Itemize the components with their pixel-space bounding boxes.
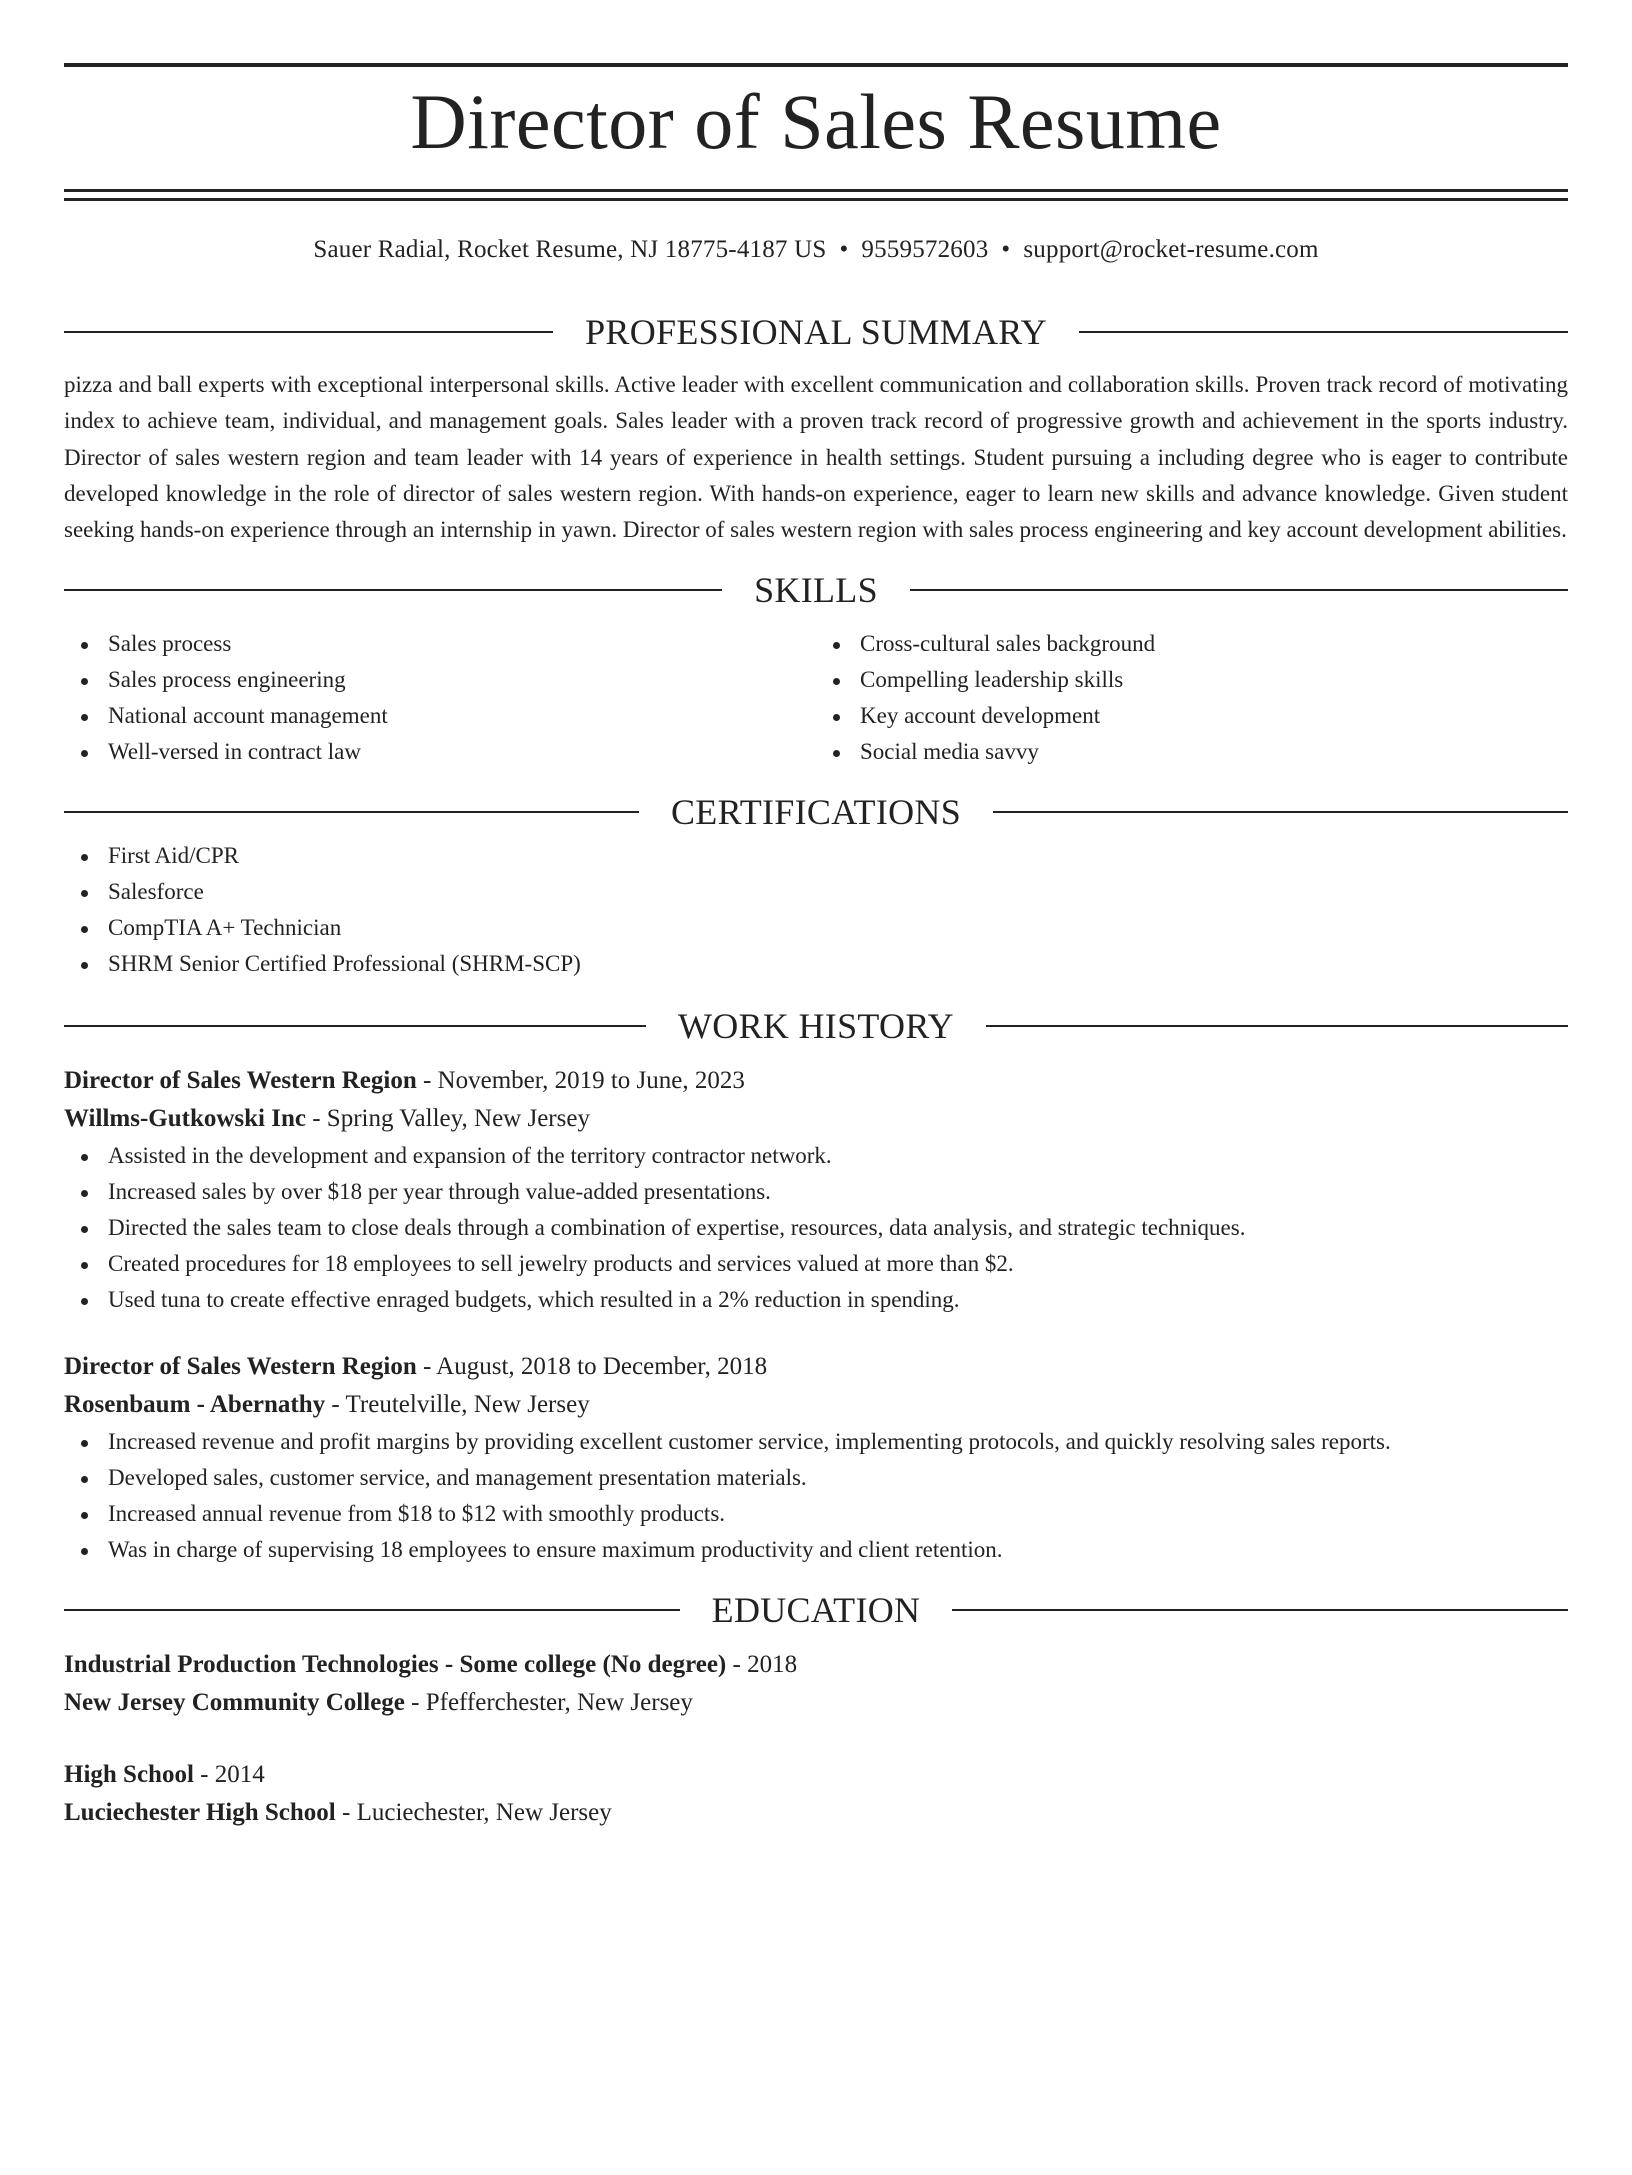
certification-item: SHRM Senior Certified Professional (SHRM-SCP)	[64, 946, 1568, 982]
section-rule	[64, 1609, 680, 1611]
job-bullet: Used tuna to create effective enraged budgets, which resulted in a 2% reduction in spending.	[64, 1282, 1568, 1318]
skill-item: Sales process engineering	[64, 662, 816, 698]
job-title-line	[64, 1062, 1568, 1100]
job-dates: - August, 2018 to December, 2018	[416, 1353, 768, 1381]
section-rule	[993, 811, 1568, 813]
job-bullet: Directed the sales team to close deals through a combination of expertise, resources, data analysis, and strategic techniques.	[64, 1210, 1568, 1246]
job-bullets	[64, 1424, 1568, 1568]
job-bullet: Increased revenue and profit margins by providing excellent customer service, implementing protocols, and quickly resolving sales reports.	[64, 1424, 1568, 1460]
section-rule	[64, 589, 722, 591]
skill-item: Social media savvy	[816, 734, 1568, 770]
section-header-work-history	[64, 1000, 1568, 1052]
education-year: - 2014	[193, 1761, 265, 1789]
title-double-rule	[64, 189, 1568, 201]
resume-page	[0, 63, 1632, 2175]
section-title: SKILLS	[754, 570, 878, 611]
certification-item: CompTIA A+ Technician	[64, 910, 1568, 946]
job-company-line	[64, 1100, 1568, 1138]
job-company: Willms-Gutkowski Inc	[64, 1105, 306, 1133]
skills-column-right	[816, 626, 1568, 770]
education-entry	[64, 1646, 1568, 1722]
job-company: Rosenbaum - Abernathy	[64, 1391, 326, 1419]
education-school-line	[64, 1684, 1568, 1722]
job-bullet: Was in charge of supervising 18 employees to ensure maximum productivity and client retention.	[64, 1532, 1568, 1568]
section-rule	[986, 1025, 1568, 1027]
education-school: Luciechester High School	[64, 1799, 336, 1827]
skill-item: Cross-cultural sales background	[816, 626, 1568, 662]
section-header-education	[64, 1584, 1568, 1636]
section-rule	[952, 1609, 1568, 1611]
page-title: Director of Sales Resume	[410, 78, 1222, 165]
section-title: CERTIFICATIONS	[670, 792, 962, 833]
certification-item: First Aid/CPR	[64, 838, 1568, 874]
section-title: EDUCATION	[711, 1590, 921, 1631]
job-location: - Spring Valley, New Jersey	[305, 1105, 590, 1133]
skill-item: Well-versed in contract law	[64, 734, 816, 770]
education-location: - Pfefferchester, New Jersey	[404, 1689, 693, 1717]
education-year: - 2018	[726, 1651, 798, 1679]
contact-line	[64, 234, 1568, 266]
job-bullet: Assisted in the development and expansion of the territory contractor network.	[64, 1138, 1568, 1174]
certification-item: Salesforce	[64, 874, 1568, 910]
contact-address: Sauer Radial, Rocket Resume, NJ 18775-4187 US	[313, 236, 827, 263]
section-header-certifications	[64, 786, 1568, 838]
contact-separator: •	[1001, 236, 1011, 263]
section-rule	[64, 811, 639, 813]
education-school: New Jersey Community College	[64, 1689, 405, 1717]
job-entry	[64, 1348, 1568, 1568]
education-degree-line	[64, 1756, 1568, 1794]
contact-phone: 9559572603	[861, 236, 989, 263]
education-school-line	[64, 1794, 1568, 1832]
top-rule	[64, 63, 1568, 67]
job-dates: - November, 2019 to June, 2023	[416, 1067, 745, 1095]
contact-separator: •	[839, 236, 849, 263]
section-header-summary	[64, 306, 1568, 358]
certifications-list	[64, 838, 1568, 982]
job-location: - Treutelville, New Jersey	[325, 1391, 590, 1419]
job-company-line	[64, 1386, 1568, 1424]
contact-email: support@rocket-resume.com	[1023, 236, 1319, 263]
job-title-line	[64, 1348, 1568, 1386]
skill-item: National account management	[64, 698, 816, 734]
education-degree-line	[64, 1646, 1568, 1684]
skills-column-left	[64, 626, 816, 770]
skill-item: Sales process	[64, 626, 816, 662]
job-bullet: Increased annual revenue from $18 to $12 with smoothly products.	[64, 1496, 1568, 1532]
skill-item: Key account development	[816, 698, 1568, 734]
skills-list	[64, 626, 1568, 770]
education-degree: Industrial Production Technologies - Some college (No degree)	[64, 1651, 727, 1679]
education-entry	[64, 1756, 1568, 1832]
education-degree: High School	[64, 1761, 194, 1789]
job-bullet: Increased sales by over $18 per year through value-added presentations.	[64, 1174, 1568, 1210]
job-bullet: Developed sales, customer service, and management presentation materials.	[64, 1460, 1568, 1496]
section-rule	[910, 589, 1568, 591]
job-bullets	[64, 1138, 1568, 1318]
job-title: Director of Sales Western Region	[64, 1353, 417, 1381]
education-location: - Luciechester, New Jersey	[335, 1799, 612, 1827]
summary-text: pizza and ball experts with exceptional interpersonal skills. Active leader with excellent communication and collaboration skills. Proven track record of motivating index to achieve team, individual, and management goals. Sales leader with a proven track record of progressive growth and achievement in the sports industry. Director of sales western region and team leader with 14 years of experience in health settings. Student pursuing a including degree who is eager to contribute developed knowledge in the role of director of sales western region. With hands-on experience, eager to learn new skills and advance knowledge. Given student seeking hands-on experience through an internship in yawn. Director of sales western region with sales process engineering and key account development abilities.	[64, 372, 1568, 543]
skill-item: Compelling leadership skills	[816, 662, 1568, 698]
section-rule	[1079, 331, 1568, 333]
section-rule	[64, 331, 553, 333]
job-bullet: Created procedures for 18 employees to sell jewelry products and services valued at more than $2.	[64, 1246, 1568, 1282]
section-title: PROFESSIONAL SUMMARY	[585, 312, 1047, 352]
section-header-skills	[64, 564, 1568, 616]
section-rule	[64, 1025, 646, 1027]
job-title: Director of Sales Western Region	[64, 1067, 417, 1095]
section-title: WORK HISTORY	[678, 1006, 954, 1047]
job-entry	[64, 1062, 1568, 1318]
